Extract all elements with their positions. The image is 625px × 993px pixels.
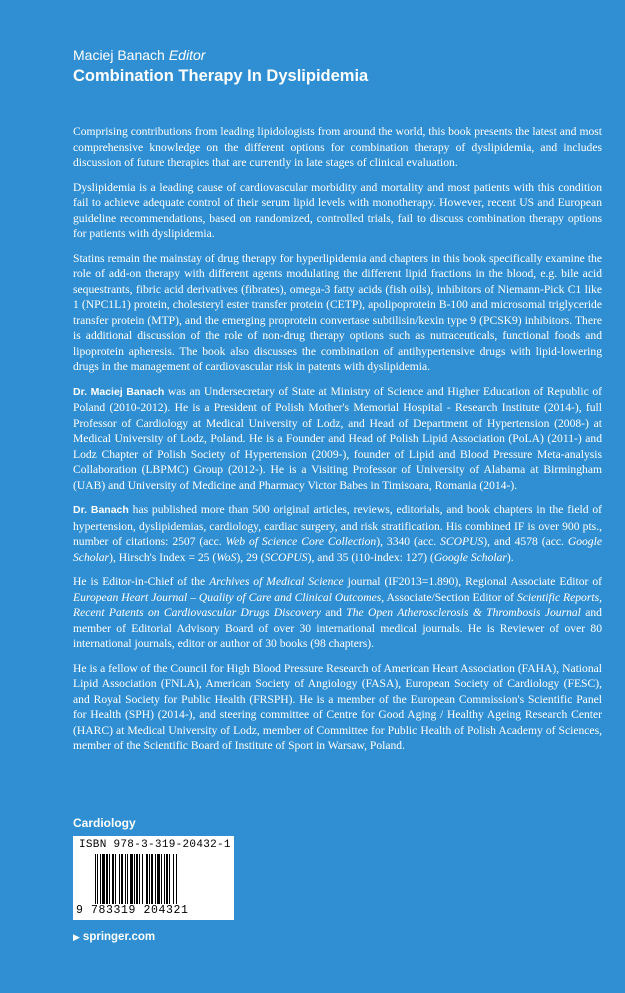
bio-name: Dr. Maciej Banach: [73, 385, 165, 398]
edit-toat: The Open Atherosclerosis & Thrombosis Journal: [346, 606, 581, 619]
bio-text: was an Undersecretary of State at Ministry of Science and Higher Education of Republic of Poland (2010-2012). He is a President of Polish Mother's Memorial Hospital - Research Institute (2014-), full Professor of Cardiology at Medical University of Lodz, and Head of Department of Hypertension (2008-) at Medical University of Lodz, Poland. He is a Founder and Head of Polish Lipid Association (PoLA) (2011-) and Lodz Chapter of Polish Society of Hypertension (2009-), founder of Lipid and Blood Pressure Meta-analysis Collaboration (LBPMC) Group (2012-). He is a Visiting Professor of University of Alabama at Birmingham (UAB) and University of Medicine and Pharmacy Victor Babes in Timisoara, Romania (2014-).: [73, 384, 603, 492]
pub-text-b: ), 3340 (acc.: [376, 535, 437, 548]
publications-name: Dr. Banach: [73, 504, 129, 516]
pub-text-d: ), Hirsch's Index = 25 (: [109, 550, 217, 564]
edit-text-b: journal (IF2013=1.890), Regional Associate Editor of: [347, 575, 603, 588]
pub-gs-1: Google Scholar: [73, 535, 602, 564]
pub-wos-cc: Web of Science Core Collection: [225, 535, 377, 548]
pub-wos: WoS: [216, 550, 237, 564]
edit-text-c: , Associate/Section Editor of: [381, 590, 515, 604]
paragraph-intro: Comprising contributions from leading lipidologists from around the world, this book presents the latest and most comprehensive knowledge on the different options for combination therapy of dyslipidemia, and includes discussion of future therapies that are currently in late stages of clinical evaluation.: [73, 125, 602, 169]
edit-ehj: European Heart Journal – Quality of Care and Clinical Outcomes: [73, 590, 382, 604]
edit-text-e: and member of Editorial Advisory Board of over 30 international medical journals. He is Reviewer of over 80 international journals, editor or author of 30 books (98 chapters).: [73, 606, 602, 650]
edit-text-d: and: [325, 606, 342, 619]
pub-scopus-2: SCOPUS: [264, 550, 308, 564]
pub-text-e: ), 29 (: [236, 550, 265, 564]
paragraph-fellowships: He is a fellow of the Council for High Blood Pressure Research of American Heart Association (FAHA), National Lipid Association (FNLA), American Society of Angiology (FASA), European Society of Cardiology (FESC), and Royal Society for Public Health (FRSPH). He is a member of the European Commission's Scientific Panel for Health (SPH) (2014-), and steering committee of Centre for Good Aging / Healthy Ageing Research Center (HARC) at Medical University of Lodz, member of Committee for Public Health of Polish Academy of Sciences, member of the Scientific Board of Institute of Sport in Warsaw, Poland.: [73, 661, 602, 752]
edit-sr: Scientific Reports, Recent Patents on Cardiovascular Drugs Discovery: [73, 590, 602, 619]
back-cover-text: [73, 124, 602, 763]
book-title: Combination Therapy In Dyslipidemia: [73, 67, 369, 85]
paragraph-bio: [73, 384, 602, 494]
pub-text-g: ).: [506, 550, 514, 564]
paragraph-editorial: [73, 574, 602, 652]
editor-name: Maciej Banach: [73, 47, 165, 63]
editor-line: [73, 47, 603, 64]
pub-text-c: ), and 4578 (acc.: [483, 535, 564, 548]
pub-gs-2: Google Scholar: [433, 550, 507, 564]
paragraph-publications: [73, 502, 602, 565]
edit-text-a: He is Editor-in-Chief of the: [73, 575, 206, 588]
pub-scopus-1: SCOPUS: [440, 535, 484, 548]
website-url: springer.com: [82, 931, 156, 943]
header: [73, 47, 603, 86]
pub-text-f: ), and 35 (i10-index: 127) (: [307, 550, 434, 564]
paragraph-statins: Statins remain the mainstay of drug therapy for hyperlipidemia and chapters in this book specifically examine the role of add-on therapy with different agents modulating the different lipid fractions in the blood, e.g. bile acid sequestrants, fibric acid derivatives (fibrates), omega-3 fatty acids (fish oils), inhibitors of Niemann-Pick C1 like 1 (NPC1L1) protein, cholesteryl ester transfer protein (CETP), apolipoprotein B-100 and microsomal triglyceride transfer protein (MTP), and the emerging proprotein convertase subtilisin/kexin type 9 (PCSK9) inhibitors. There is additional discussion of the role of non-drug therapy options such as nutraceuticals, functional foods and lipoprotein apheresis. The book also discusses the combination of antihypertensive drugs with lipid-lowering drugs in the management of cardiovascular risk in patents with dyslipidemia.: [73, 251, 602, 373]
barcode-digits: 9 783319 204321: [76, 904, 189, 917]
website-link[interactable]: [73, 931, 155, 943]
category-label: Cardiology: [73, 816, 136, 830]
edit-ams: Archives of Medical Science: [209, 575, 344, 588]
barcode-bars: [95, 854, 217, 904]
pub-text-a: has published more than 500 original articles, reviews, editorials, and book chapters in the field of hypertension, dyslipidemias, cardiology, cardiac surgery, and risk stratification. His combined IF is over 900 pts., number of citations: 2507 (acc.: [73, 503, 602, 548]
isbn-text: ISBN 978-3-319-20432-1: [79, 839, 231, 851]
triangle-right-icon: ▶: [73, 932, 80, 942]
isbn-barcode: [73, 836, 234, 920]
editor-role: Editor: [168, 47, 206, 63]
paragraph-dyslipidemia: Dyslipidemia is a leading cause of cardiovascular morbidity and mortality and most patients with this condition fail to achieve adequate control of their serum lipid levels with monotherapy. However, recent US and European guideline recommendations, based on randomized, controlled trials, fail to discuss combination therapy options for patients with dyslipidemia.: [73, 180, 602, 240]
